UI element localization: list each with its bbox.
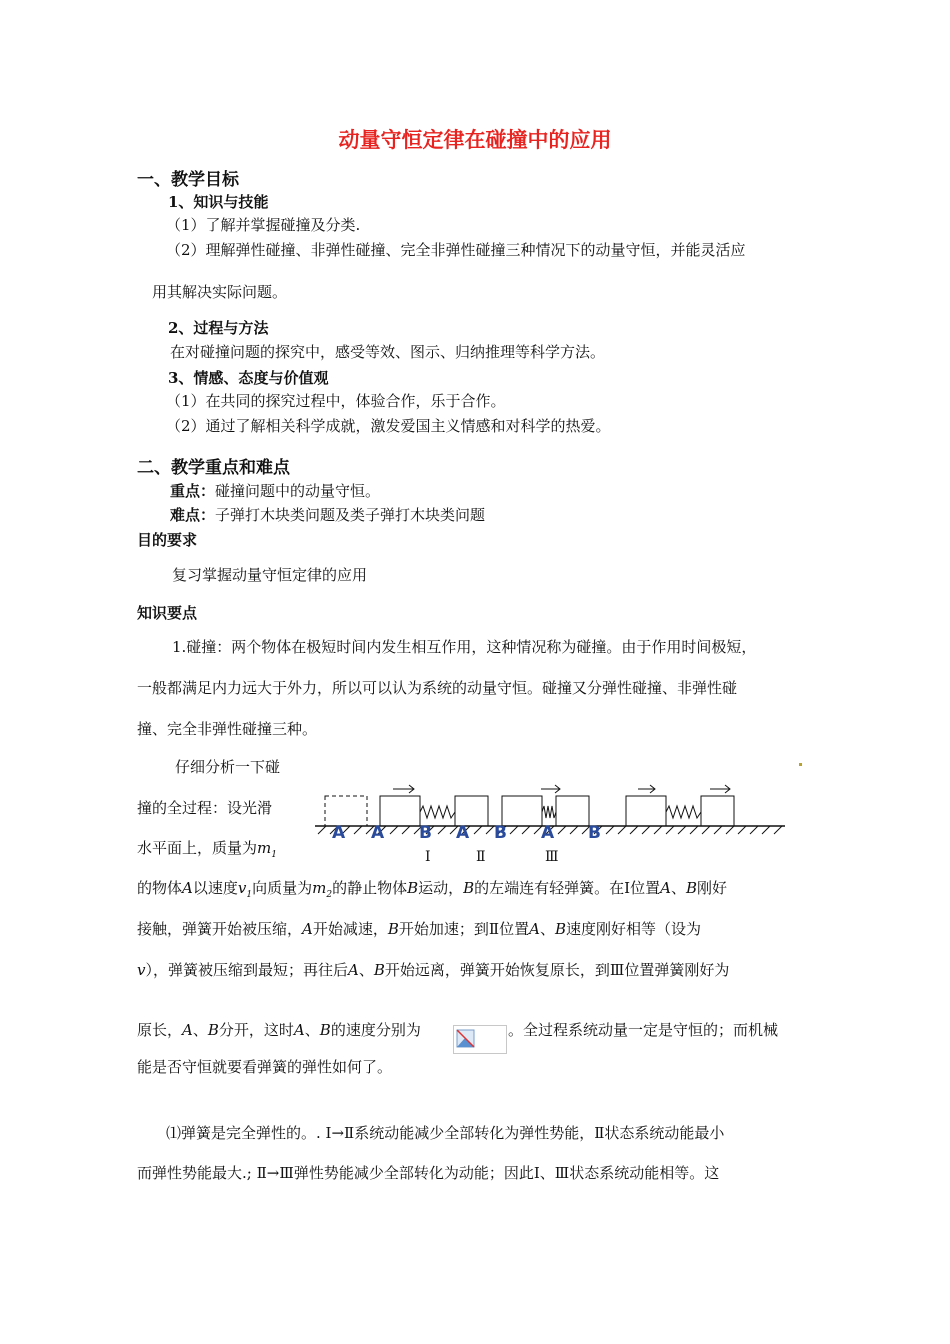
difficult-point-text: 子弹打木块类问题及类子弹打木块类问题 <box>215 506 486 524</box>
emotion-item-1: （1）在共同的探究过程中，体验合作，乐于合作。 <box>166 392 506 410</box>
symbol-a: A <box>348 961 359 979</box>
key-point-text: 碰撞问题中的动量守恒。 <box>215 482 381 500</box>
knowledge-p1-line-2: 一般都满足内力远大于外力，所以可以认为系统的动量守恒。碰撞又分弹性碰撞、非弹性碰 <box>137 679 738 697</box>
p3-text-f: 的左端连有轻弹簧。在Ⅰ位置 <box>474 879 661 897</box>
p3-text-e: 运动， <box>418 879 464 897</box>
block-b-position-1 <box>455 796 488 826</box>
m2-symbol: m <box>312 879 327 897</box>
p2-line-3-text: 水平面上，质量为 <box>137 839 258 857</box>
v1-symbol: v <box>237 879 247 897</box>
p5-text-b: 开始远离，弹簧开始恢复原长，到Ⅲ位置弹簧刚好为 <box>384 961 730 979</box>
difficult-point-label: 难点： <box>170 506 216 524</box>
knowledge-heading: 知识要点 <box>137 604 198 622</box>
p6-text-b: 分开，这时 <box>218 1021 294 1039</box>
p6-text-a: 原长， <box>137 1021 183 1039</box>
figure-label-a-initial: A <box>332 823 346 843</box>
knowledge-p6 <box>137 1020 421 1040</box>
figure-label-b-2: B <box>494 823 507 843</box>
v-symbol: v <box>137 961 146 979</box>
p3-text-b: 以速度 <box>192 879 238 897</box>
symbol-a: A <box>660 879 671 897</box>
figure-label-b-1: B <box>419 823 432 843</box>
spring-position-1 <box>420 806 455 818</box>
symbol-b: B <box>207 1021 219 1039</box>
knowledge-p6-end: 。全过程系统动量一定是守恒的；而机械 <box>508 1021 779 1039</box>
knowledge-p3 <box>137 878 727 905</box>
p6-separator-1: 、 <box>192 1021 208 1039</box>
objective-item-1: （1）了解并掌握碰撞及分类. <box>166 216 361 234</box>
symbol-b: B <box>685 879 697 897</box>
figure-label-a-3: A <box>541 823 555 843</box>
p4-text-a: 接触，弹簧开始被压缩， <box>137 920 303 938</box>
key-point-label: 重点： <box>170 482 216 500</box>
v1-subscript: 1 <box>246 890 253 900</box>
difficult-point-line <box>170 505 485 525</box>
symbol-b: B <box>373 961 385 979</box>
subheading-process-methods: 2、过程与方法 <box>168 319 269 337</box>
knowledge-p8-line-2: 而弹性势能最大.; Ⅱ→Ⅲ弹性势能减少全部转化为动能；因此Ⅰ、Ⅲ状态系统动能相等。这 <box>137 1164 720 1182</box>
section-heading-objectives: 一、教学目标 <box>137 170 239 190</box>
figure-label-a-1: A <box>371 823 385 843</box>
block-a-position-3 <box>626 796 666 826</box>
m2-subscript: 2 <box>326 890 333 900</box>
knowledge-p1-line-1: 1.碰撞：两个物体在极短时间内发生相互作用，这种情况称为碰撞。由于作用时间极短， <box>172 638 757 656</box>
symbol-a: A <box>293 1021 305 1039</box>
emotion-item-2: （2）通过了解相关科学成就，激发爱国主义情感和对科学的热爱。 <box>166 417 611 435</box>
subheading-knowledge-skills: 1、知识与技能 <box>168 193 269 211</box>
symbol-b: B <box>554 920 566 938</box>
p4-text-d: 速度刚好相等（设为 <box>566 920 702 938</box>
block-a-dashed-initial <box>325 796 367 826</box>
p5-text-a: ），弹簧被压缩到最短；再往后 <box>145 961 348 979</box>
p6-text-c: 的速度分别为 <box>330 1021 421 1039</box>
knowledge-p1-line-3: 撞、完全非弹性碰撞三种。 <box>137 720 318 738</box>
knowledge-p8-line-1: ⑴弹簧是完全弹性的。. Ⅰ→Ⅱ系统动能减少全部转化为弹性势能，Ⅱ状态系统动能最小 <box>166 1124 725 1142</box>
section-heading-key-points: 二、教学重点和难点 <box>137 458 290 478</box>
process-text: 在对碰撞问题的探究中，感受等效、图示、归纳推理等科学方法。 <box>170 343 606 361</box>
p6-separator-2: 、 <box>304 1021 320 1039</box>
m1-symbol: m <box>257 839 272 857</box>
collision-diagram <box>310 772 790 868</box>
p3-text-a: 的物体 <box>137 879 183 897</box>
p3-text-d: 的静止物体 <box>332 879 408 897</box>
knowledge-p2-line-2: 撞的全过程：设光滑 <box>137 799 273 817</box>
key-point-line <box>170 481 380 501</box>
position-label-1: Ⅰ <box>425 849 431 865</box>
p3-text-h: 刚好 <box>697 879 728 897</box>
block-b-position-2 <box>556 796 589 826</box>
p4-text-b: 开始减速， <box>312 920 388 938</box>
m1-subscript: 1 <box>271 850 277 860</box>
knowledge-p4 <box>137 919 701 939</box>
p4-separator: 、 <box>539 920 555 938</box>
symbol-b: B <box>463 879 475 897</box>
symbol-a: A <box>182 879 193 897</box>
symbol-a: A <box>302 920 313 938</box>
subheading-emotion-values: 3、情感、态度与价值观 <box>168 369 329 387</box>
symbol-b: B <box>387 920 399 938</box>
knowledge-p5 <box>137 960 729 980</box>
figure-label-a-2: A <box>456 823 470 843</box>
spring-position-3 <box>666 806 701 818</box>
figure-label-b-3: B <box>588 823 601 843</box>
goal-text: 复习掌握动量守恒定律的应用 <box>172 566 368 584</box>
knowledge-p2-line-1: 仔细分析一下碰 <box>175 758 281 776</box>
block-a-position-1 <box>380 796 420 826</box>
broken-image-icon <box>456 1029 476 1049</box>
position-label-3: Ⅲ <box>545 849 559 865</box>
symbol-b: B <box>319 1021 331 1039</box>
broken-image-placeholder <box>453 1025 507 1054</box>
block-b-position-3 <box>701 796 734 826</box>
objective-item-2-line-1: （2）理解弹性碰撞、非弹性碰撞、完全非弹性碰撞三种情况下的动量守恒，并能灵活应 <box>166 241 746 259</box>
p5-separator: 、 <box>358 961 374 979</box>
objective-item-2-line-2: 用其解决实际问题。 <box>152 283 288 301</box>
knowledge-p7: 能是否守恒就要看弹簧的弹性如何了。 <box>137 1058 393 1076</box>
p3-text-g: 、 <box>670 879 686 897</box>
position-label-2: Ⅱ <box>476 849 486 865</box>
symbol-b: B <box>407 879 419 897</box>
document-title: 动量守恒定律在碰撞中的应用 <box>338 127 612 152</box>
p3-text-c: 向质量为 <box>252 879 313 897</box>
stray-mark <box>799 763 802 766</box>
goal-heading: 目的要求 <box>137 531 198 549</box>
p4-text-c: 开始加速；到Ⅱ位置 <box>398 920 530 938</box>
symbol-a: A <box>182 1021 193 1039</box>
symbol-a: A <box>529 920 540 938</box>
spring-position-2 <box>542 806 556 818</box>
knowledge-p2-line-3 <box>137 838 277 865</box>
block-a-position-2 <box>502 796 542 826</box>
